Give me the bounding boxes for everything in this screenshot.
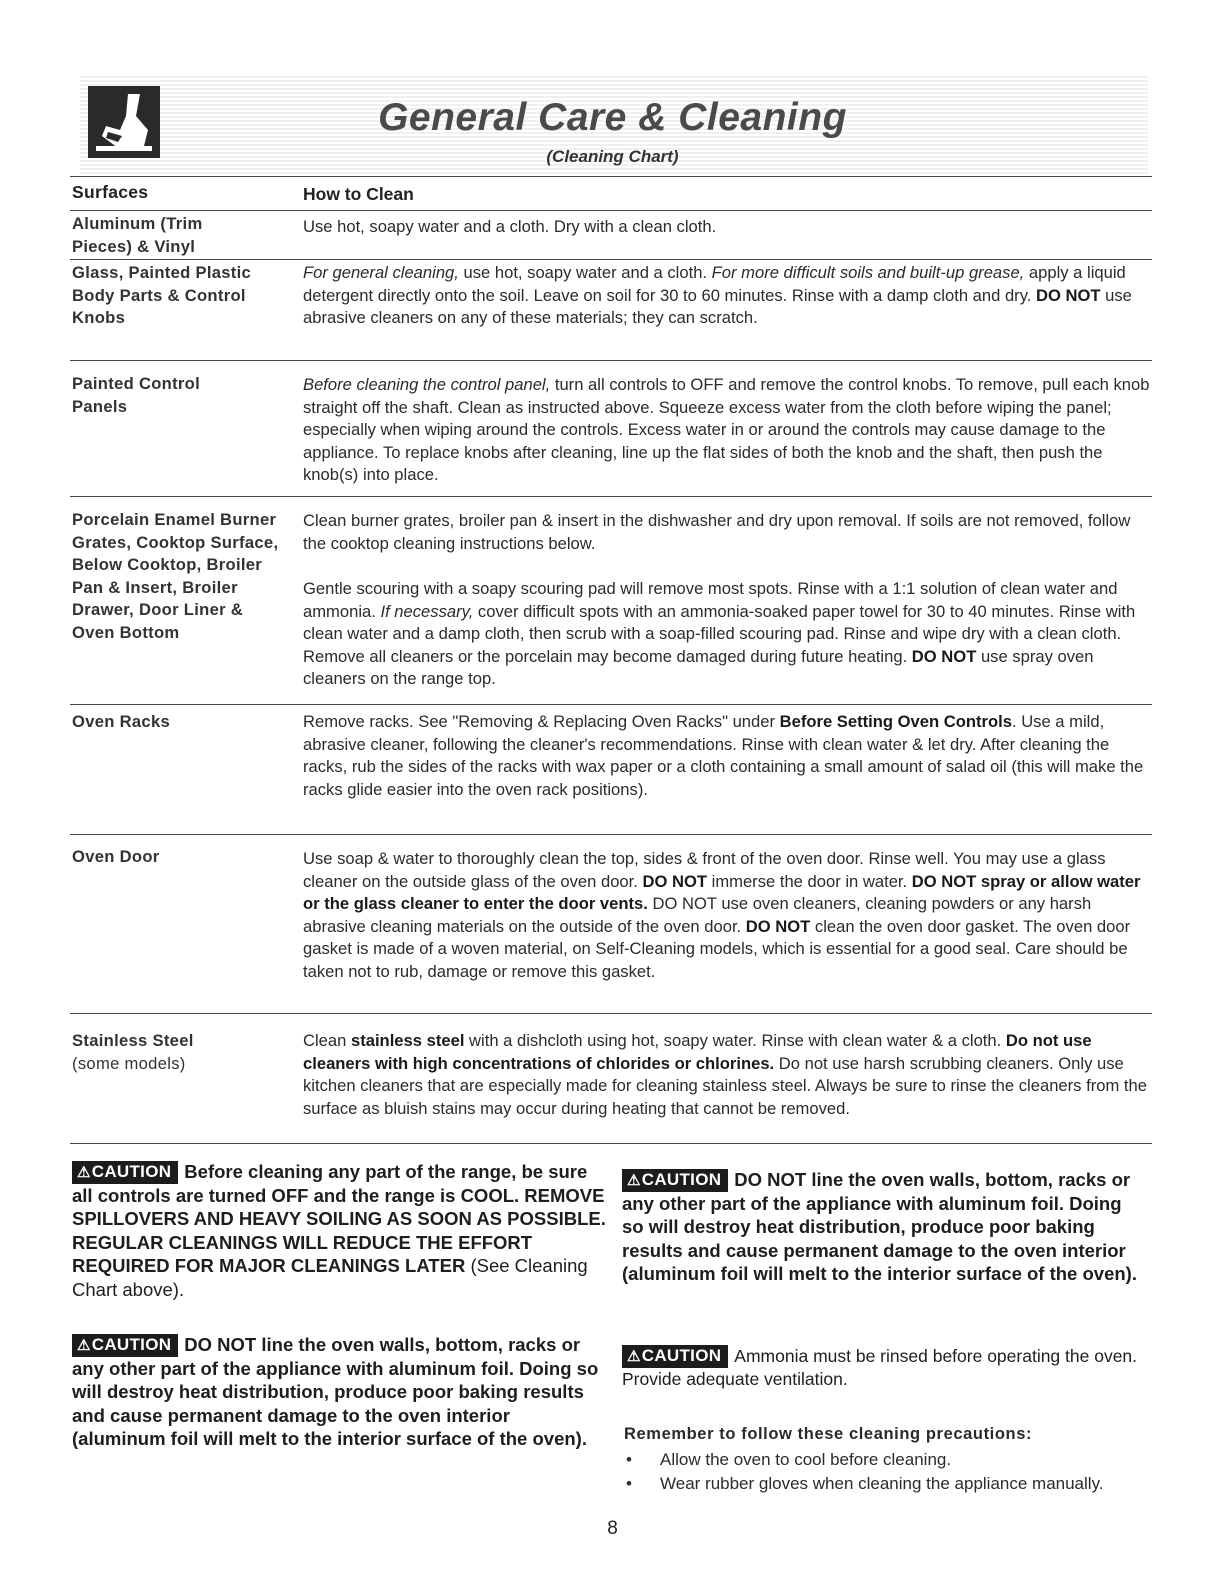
row-divider xyxy=(70,259,1152,260)
how-oven-racks: Remove racks. See "Removing & Replacing Oven Racks" under Before Setting Oven Controls. Use a mild, abrasive cleaner, following the cleaner's recommendations. Rinse with clean water & let dry. After cleaning the racks, rub the sides of the racks with wax paper or a cloth containing a small amount of salad oil (this will make the racks glide easier into the oven rack positions). xyxy=(303,712,1144,799)
how-oven-door: Use soap & water to thoroughly clean the top, sides & front of the oven door. Rinse well. You may use a glass cleaner on the outside glass of the oven door. DO NOT immerse the door in water. DO NOT spray or allow water or the glass cleaner to enter the door vents. DO NOT use oven cleaners, cleaning powders or any harsh abrasive cleaning materials on the outside of the oven door. DO NOT clean the oven door gasket. The oven door gasket is made of a woven material, on Self-Cleaning models, which is essential for a good seal. Care should be taken not to rub, damage or remove this gasket. xyxy=(303,849,1141,981)
table-header-rule xyxy=(70,210,1152,211)
surface-oven-door: Oven Door xyxy=(72,847,160,866)
row-divider xyxy=(70,496,1152,497)
caution-note-ammonia: ⚠CAUTION Ammonia must be rinsed before operating the oven. Provide adequate ventilation. xyxy=(622,1346,1138,1390)
caution-badge: ⚠CAUTION xyxy=(72,1334,178,1357)
column-header-how-to-clean: How to Clean xyxy=(303,184,414,204)
how-glass-plastic: For general cleaning, use hot, soapy water and a cloth. For more difficult soils and built-up grease, apply a liquid detergent directly onto the soil. Leave on soil for 30 to 60 minutes. Rinse with a damp cloth and dry. DO NOT use abrasive cleaners on any of these materials; they can scratch. xyxy=(303,263,1132,328)
page-subtitle: (Cleaning Chart) xyxy=(546,147,679,166)
list-item: • Wear rubber gloves when cleaning the appliance manually. xyxy=(624,1472,1104,1496)
caution-note-controls-off: ⚠CAUTION Before cleaning any part of the range, be sure all controls are turned OFF and the range is COOL. REMOVE SPILLOVERS AND HEAVY SOILING AS SOON AS POSSIBLE. REGULAR CLEANINGS WILL REDUCE THE EFFORT REQUIRED FOR MAJOR CLEANINGS LATER (See Cleaning Chart above). xyxy=(72,1161,606,1300)
row-divider xyxy=(70,1013,1152,1014)
warning-triangle-icon: ⚠ xyxy=(627,1172,641,1189)
warning-triangle-icon: ⚠ xyxy=(77,1164,91,1181)
surface-stainless-steel: Stainless Steel (some models) xyxy=(72,1031,194,1073)
page-number: 8 xyxy=(607,1518,618,1539)
surface-painted-control-panels: Painted Control Panels xyxy=(72,374,201,416)
how-porcelain-enamel-1: Clean burner grates, broiler pan & insert in the dishwasher and dry upon removal. If soils are not removed, follow the cooktop cleaning instructions below. xyxy=(303,511,1131,553)
caution-note-aluminum-foil-left: ⚠CAUTION DO NOT line the oven walls, bottom, racks or any other part of the appliance with aluminum foil. Doing so will destroy heat distribution, produce poor baking results and cause permanent damage to the oven interior (aluminum foil will melt to the interior surface of the oven). xyxy=(72,1334,599,1450)
how-painted-control-panels: Before cleaning the control panel, turn all controls to OFF and remove the control knobs. To remove, pull each knob straight off the shaft. Clean as instructed above. Squeeze excess water from the cloth before wiping the panel; especially when wiping around the controls. Excess water in or around the controls may cause damage to the appliance. To replace knobs after cleaning, line up the flat sides of both the knob and the shaft, then push the knob(s) into place. xyxy=(303,375,1150,485)
how-stainless-steel: Clean stainless steel with a dishcloth using hot, soapy water. Rinse with clean water & a cloth. Do not use cleaners with high concentrations of chlorides or chlorines. Do not use harsh scrubbing cleaners. Only use kitchen cleaners that are especially made for cleaning stainless steel. Always be sure to rinse the cleaners from the surface as bluish stains may occur during heating that cannot be removed. xyxy=(303,1031,1147,1118)
table-bottom-rule xyxy=(70,1143,1152,1144)
how-porcelain-enamel-2: Gentle scouring with a soapy scouring pad will remove most spots. Rinse with a 1:1 solution of clean water and ammonia. If necessary, cover difficult spots with an ammonia-soaked paper towel for 30 to 40 minutes. Rinse with clean water and a damp cloth, then scrub with a soap-filled scouring pad. Rinse and wipe dry with a clean cloth. Remove all cleaners or the porcelain may become damaged during future heating. DO NOT use spray oven cleaners on the range top. xyxy=(303,579,1136,689)
precautions-heading: Remember to follow these cleaning precautions: xyxy=(624,1425,1033,1443)
how-aluminum: Use hot, soapy water and a cloth. Dry with a clean cloth. xyxy=(303,217,717,236)
page-title: General Care & Cleaning xyxy=(378,96,847,139)
surface-porcelain-enamel: Porcelain Enamel Burner Grates, Cooktop Surface, Below Cooktop, Broiler Pan & Insert, Broiler Drawer, Door Liner & Oven Bottom xyxy=(72,510,279,642)
caution-badge: ⚠CAUTION xyxy=(72,1161,178,1184)
caution-badge: ⚠CAUTION xyxy=(622,1345,728,1368)
caution-note-aluminum-foil-right: ⚠CAUTION DO NOT line the oven walls, bottom, racks or any other part of the appliance with aluminum foil. Doing so will destroy heat distribution, produce poor baking results and cause permanent damage to the oven interior (aluminum foil will melt to the interior surface of the oven). xyxy=(622,1169,1137,1285)
list-item: • Allow the oven to cool before cleaning. xyxy=(624,1448,1104,1472)
surface-note: (some models) xyxy=(72,1053,186,1073)
table-top-rule xyxy=(70,176,1152,177)
caution-badge: ⚠CAUTION xyxy=(622,1169,728,1192)
warning-triangle-icon: ⚠ xyxy=(77,1337,91,1354)
surface-glass-plastic: Glass, Painted Plastic Body Parts & Control Knobs xyxy=(72,263,252,328)
surface-oven-racks: Oven Racks xyxy=(72,712,171,731)
column-header-surfaces: Surfaces xyxy=(72,182,149,202)
row-divider xyxy=(70,704,1152,705)
row-divider xyxy=(70,360,1152,361)
surface-aluminum: Aluminum (Trim Pieces) & Vinyl xyxy=(72,214,203,256)
warning-triangle-icon: ⚠ xyxy=(627,1348,641,1365)
precautions-list xyxy=(624,1448,1104,1496)
row-divider xyxy=(70,834,1152,835)
